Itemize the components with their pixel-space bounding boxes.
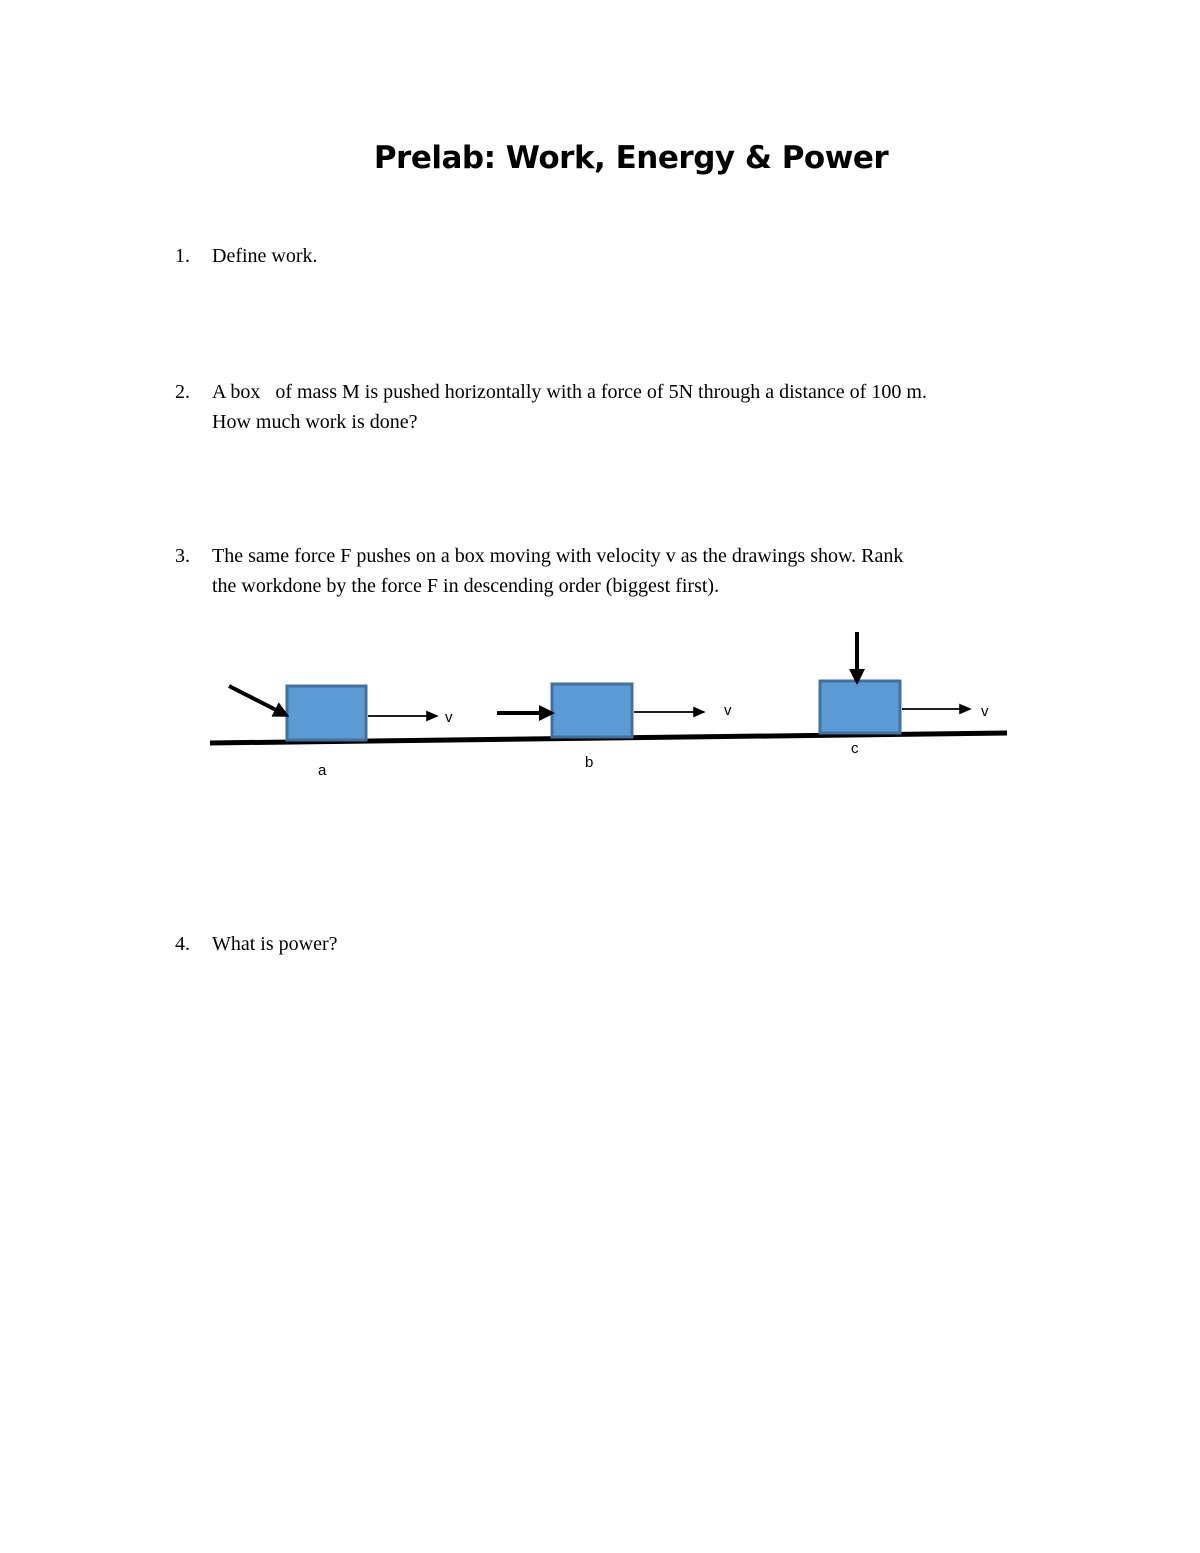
- box-c: [820, 681, 900, 733]
- page-title: Prelab: Work, Energy & Power: [373, 140, 889, 176]
- question-number: 2.: [175, 381, 190, 403]
- force-arrow-a: [229, 686, 284, 714]
- box-a: [287, 686, 366, 740]
- box-label-a: a: [318, 762, 327, 779]
- box-label-b: b: [585, 754, 594, 771]
- question-text-line: The same force F pushes on a box moving with velocity v as the drawings show. Rank: [212, 545, 904, 567]
- velocity-label-a: v: [445, 709, 453, 726]
- question-number: 1.: [175, 245, 190, 267]
- velocity-label-b: v: [724, 702, 732, 719]
- question-4: [175, 929, 1075, 959]
- question-number: 3.: [175, 545, 190, 567]
- box-b: [552, 684, 632, 737]
- question-text-line: the workdone by the force F in descending order (biggest first).: [212, 575, 720, 597]
- question-text-line: Define work.: [212, 245, 318, 267]
- question-text-line: What is power?: [212, 933, 338, 955]
- box-label-c: c: [851, 740, 859, 757]
- question-text-line: A box of mass M is pushed horizontally with a force of 5N through a distance of 100 m.: [212, 381, 927, 403]
- question-text-line: How much work is done?: [212, 411, 418, 433]
- question-number: 4.: [175, 933, 190, 955]
- velocity-label-c: v: [981, 703, 989, 720]
